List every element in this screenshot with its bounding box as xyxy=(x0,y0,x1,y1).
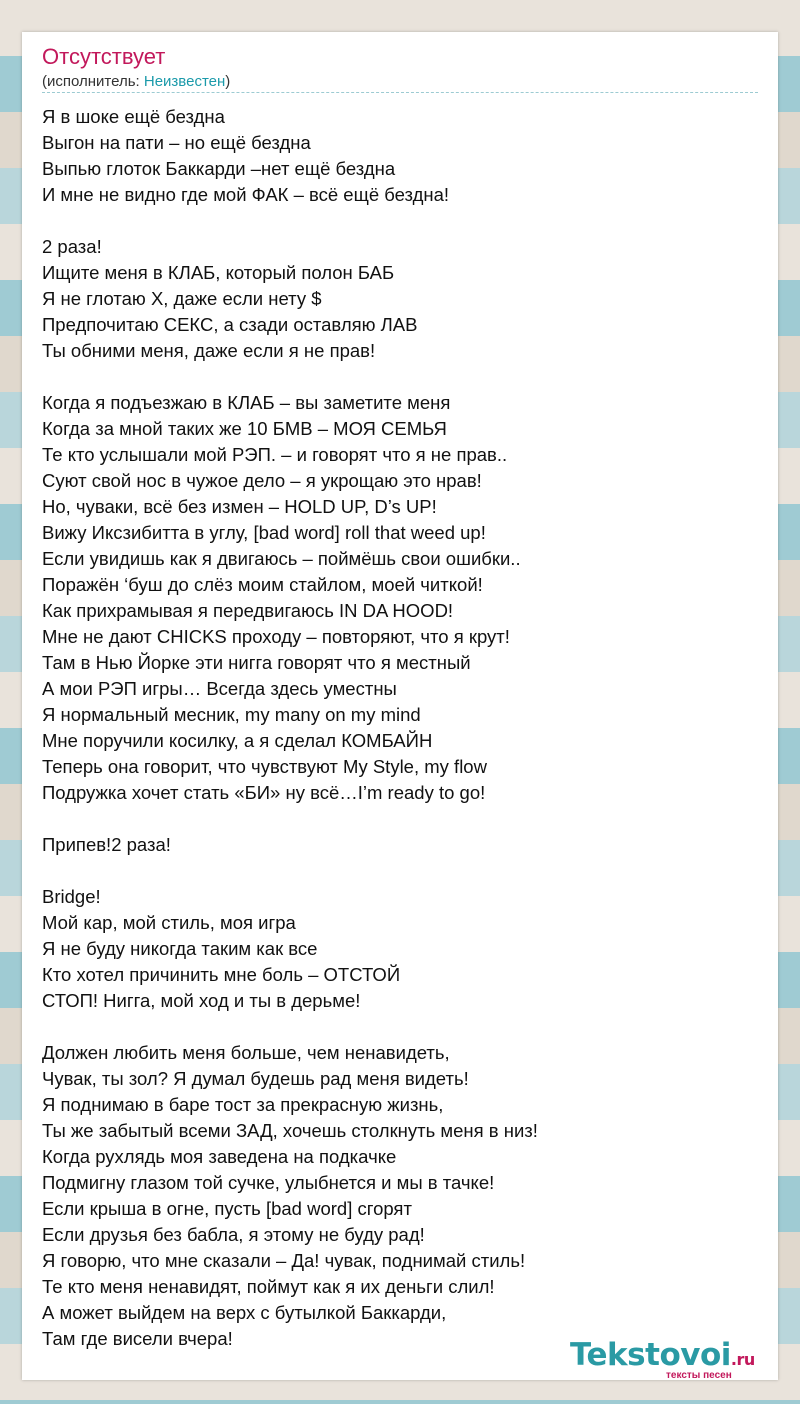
artist-suffix: ) xyxy=(225,73,231,90)
lyric-line: Мне поручили косилку, а я сделал КОМБАЙН xyxy=(42,730,433,751)
lyric-line: Когда рухлядь моя заведена на подкачке xyxy=(42,1146,397,1167)
lyric-line: Когда я подъезжаю в КЛАБ – вы заметите меня xyxy=(42,392,451,413)
lyric-line: Там в Нью Йорке эти нигга говорят что я местный xyxy=(42,652,471,673)
lyrics-card xyxy=(22,32,778,1380)
lyric-line: Те кто меня ненавидят, поймут как я их деньги слил! xyxy=(42,1276,495,1297)
lyric-line: Теперь она говорит, что чувствуют My Style, my flow xyxy=(42,756,487,777)
logo-name: Tekstovoi xyxy=(570,1337,731,1373)
lyric-line: Ты же забытый всеми ЗАД, хочешь столкнуть меня в низ! xyxy=(42,1120,538,1141)
lyric-line: А может выйдем на верх с бутылкой Баккарди, xyxy=(42,1302,447,1323)
lyric-line: Те кто услышали мой РЭП. – и говорят что я не прав.. xyxy=(42,444,508,465)
song-title: Отсутствует xyxy=(42,44,166,69)
site-logo[interactable] xyxy=(570,1338,770,1382)
lyric-line: Предпочитаю СЕКС, а сзади оставляю ЛАВ xyxy=(42,314,418,335)
artist-prefix: (исполнитель: xyxy=(42,73,144,90)
lyric-line: Но, чуваки, всё без измен – HOLD UP, D’s UP! xyxy=(42,496,437,517)
lyric-line: 2 раза! xyxy=(42,236,102,257)
lyric-line: Я не буду никогда таким как все xyxy=(42,938,318,959)
title-divider xyxy=(42,92,758,93)
lyric-line: Bridge! xyxy=(42,886,101,907)
lyric-line: Поражён ‘буш до слёз моим стайлом, моей читкой! xyxy=(42,574,483,595)
lyric-line xyxy=(42,858,762,884)
lyric-line: СТОП! Нигга, мой ход и ты в дерьме! xyxy=(42,990,361,1011)
lyric-line: Как прихрамывая я передвигаюсь IN DA HOOD! xyxy=(42,600,454,621)
lyric-line: Кто хотел причинить мне боль – ОТСТОЙ xyxy=(42,964,401,985)
lyric-line: И мне не видно где мой ФАК – всё ещё бездна! xyxy=(42,184,450,205)
logo-tagline: тексты песен xyxy=(666,1370,732,1381)
artist-link[interactable]: Неизвестен xyxy=(143,73,226,90)
lyric-line: Выгон на пати – но ещё бездна xyxy=(42,132,311,153)
lyric-line: Когда за мной таких же 10 БМВ – МОЯ СЕМЬЯ xyxy=(42,418,447,439)
lyric-line: Я в шоке ещё бездна xyxy=(42,106,225,127)
lyric-line: Если крыша в огне, пусть [bad word] сгорят xyxy=(42,1198,412,1219)
logo-tld: .ru xyxy=(730,1350,755,1369)
lyric-line: А мои РЭП игры… Всегда здесь уместны xyxy=(42,678,397,699)
lyric-line: Суют свой нос в чужое дело – я укрощаю это нрав! xyxy=(42,470,482,491)
lyric-line: Там где висели вчера! xyxy=(42,1328,233,1349)
lyric-line: Я нормальный месник, my many on my mind xyxy=(42,704,421,725)
lyric-line: Ищите меня в КЛАБ, который полон БАБ xyxy=(42,262,395,283)
lyric-line xyxy=(42,806,762,832)
lyric-line: Мой кар, мой стиль, моя игра xyxy=(42,912,296,933)
lyric-line xyxy=(42,208,762,234)
lyric-line: Если увидишь как я двигаюсь – поймёшь свои ошибки.. xyxy=(42,548,521,569)
lyric-line: Подмигну глазом той сучке, улыбнется и мы в тачке! xyxy=(42,1172,495,1193)
lyric-line: Подружка хочет стать «БИ» ну всё…I’m ready to go! xyxy=(42,782,486,803)
lyric-line: Должен любить меня больше, чем ненавидеть, xyxy=(42,1042,450,1063)
lyric-line: Чувак, ты зол? Я думал будешь рад меня видеть! xyxy=(42,1068,469,1089)
lyric-line: Я не глотаю Х, даже если нету $ xyxy=(42,288,322,309)
lyric-line: Я говорю, что мне сказали – Да! чувак, поднимай стиль! xyxy=(42,1250,526,1271)
lyric-line: Припев!2 раза! xyxy=(42,834,171,855)
lyrics-text xyxy=(42,104,762,1352)
lyric-line: Я поднимаю в баре тост за прекрасную жизнь, xyxy=(42,1094,444,1115)
lyric-line xyxy=(42,364,762,390)
lyric-line: Вижу Иксзибитта в углу, [bad word] roll that weed up! xyxy=(42,522,486,543)
lyric-line: Выпью глоток Баккарди –нет ещё бездна xyxy=(42,158,396,179)
lyric-line: Мне не дают CHICKS проходу – повторяют, что я крут! xyxy=(42,626,510,647)
lyric-line: Если друзья без бабла, я этому не буду рад! xyxy=(42,1224,425,1245)
artist-line xyxy=(42,72,230,92)
lyric-line xyxy=(42,1014,762,1040)
lyric-line: Ты обними меня, даже если я не прав! xyxy=(42,340,376,361)
